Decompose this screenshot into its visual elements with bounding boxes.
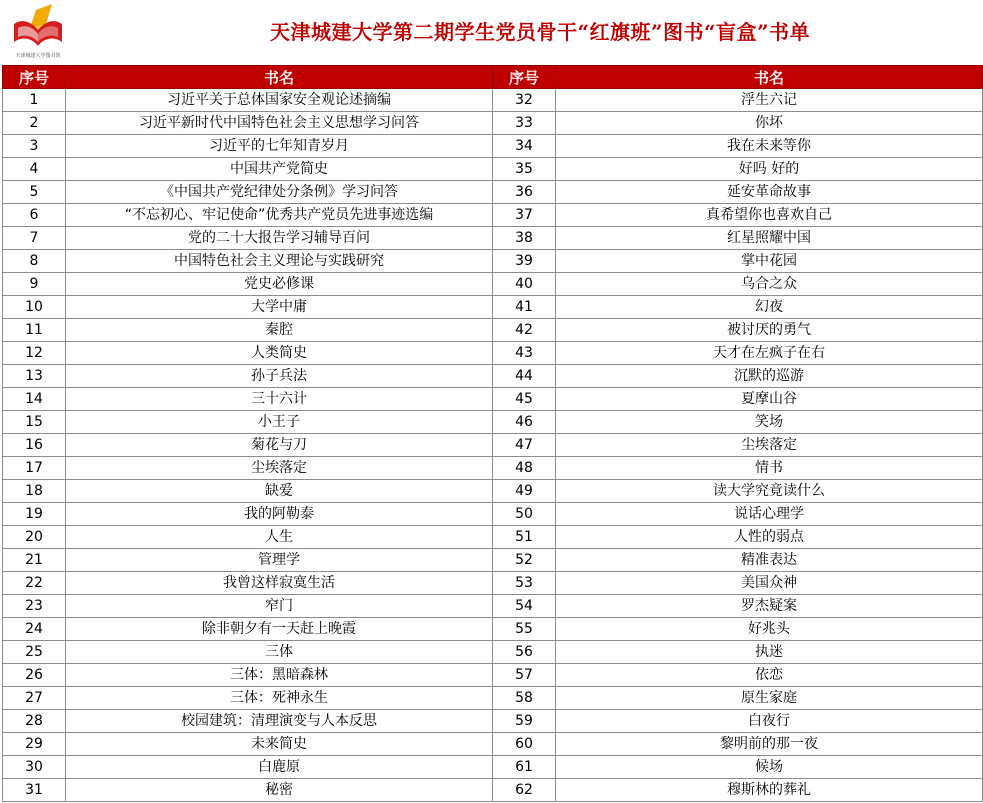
- book-title-cell: 我的阿勒泰: [66, 503, 493, 526]
- book-number-cell: 50: [493, 503, 556, 526]
- book-number-cell: 38: [493, 227, 556, 250]
- table-row: [3, 480, 983, 503]
- table-row: [3, 227, 983, 250]
- book-title-cell: 我在未来等你: [556, 135, 983, 158]
- book-number-cell: 37: [493, 204, 556, 227]
- book-title-cell: 黎明前的那一夜: [556, 733, 983, 756]
- book-title-cell: 习近平关于总体国家安全观论述摘编: [66, 89, 493, 112]
- book-number-cell: 62: [493, 779, 556, 802]
- column-header-number: 序号: [3, 66, 66, 89]
- book-number-cell: 32: [493, 89, 556, 112]
- book-number-cell: 40: [493, 273, 556, 296]
- table-row: [3, 388, 983, 411]
- book-title-cell: 孙子兵法: [66, 365, 493, 388]
- book-title-cell: 穆斯林的葬礼: [556, 779, 983, 802]
- column-header-title: 书名: [556, 66, 983, 89]
- book-title-cell: 好兆头: [556, 618, 983, 641]
- book-title-cell: 三体：死神永生: [66, 687, 493, 710]
- book-title-cell: 真希望你也喜欢自己: [556, 204, 983, 227]
- table-row: [3, 779, 983, 802]
- table-row: [3, 618, 983, 641]
- table-row: [3, 457, 983, 480]
- book-number-cell: 26: [3, 664, 66, 687]
- book-number-cell: 56: [493, 641, 556, 664]
- book-title-cell: 白夜行: [556, 710, 983, 733]
- table-row: [3, 411, 983, 434]
- book-number-cell: 20: [3, 526, 66, 549]
- book-title-cell: 三体：黑暗森林: [66, 664, 493, 687]
- book-number-cell: 59: [493, 710, 556, 733]
- book-number-cell: 31: [3, 779, 66, 802]
- book-title-cell: 秘密: [66, 779, 493, 802]
- book-title-cell: 你坏: [556, 112, 983, 135]
- book-title-cell: 夏摩山谷: [556, 388, 983, 411]
- book-title-cell: 中国特色社会主义理论与实践研究: [66, 250, 493, 273]
- book-number-cell: 55: [493, 618, 556, 641]
- page-header: [0, 0, 983, 64]
- book-title-cell: 精准表达: [556, 549, 983, 572]
- book-title-cell: 笑场: [556, 411, 983, 434]
- column-header-title: 书名: [66, 66, 493, 89]
- book-number-cell: 15: [3, 411, 66, 434]
- book-number-cell: 39: [493, 250, 556, 273]
- book-number-cell: 9: [3, 273, 66, 296]
- book-number-cell: 6: [3, 204, 66, 227]
- book-title-cell: 党的二十大报告学习辅导百问: [66, 227, 493, 250]
- book-number-cell: 5: [3, 181, 66, 204]
- table-row: [3, 503, 983, 526]
- book-number-cell: 29: [3, 733, 66, 756]
- book-number-cell: 33: [493, 112, 556, 135]
- book-title-cell: 尘埃落定: [556, 434, 983, 457]
- book-title-cell: 窄门: [66, 595, 493, 618]
- book-title-cell: 执迷: [556, 641, 983, 664]
- book-number-cell: 28: [3, 710, 66, 733]
- book-number-cell: 42: [493, 319, 556, 342]
- book-number-cell: 19: [3, 503, 66, 526]
- table-header-row: [3, 66, 983, 89]
- book-title-cell: 未来简史: [66, 733, 493, 756]
- column-header-number: 序号: [493, 66, 556, 89]
- table-row: [3, 641, 983, 664]
- book-number-cell: 61: [493, 756, 556, 779]
- book-number-cell: 30: [3, 756, 66, 779]
- table-row: [3, 595, 983, 618]
- table-row: [3, 135, 983, 158]
- table-row: [3, 273, 983, 296]
- book-title-cell: 秦腔: [66, 319, 493, 342]
- book-number-cell: 18: [3, 480, 66, 503]
- table-row: [3, 572, 983, 595]
- book-title-cell: 候场: [556, 756, 983, 779]
- logo-caption: 天津城建大学图书馆: [15, 53, 61, 59]
- book-title-cell: 人类简史: [66, 342, 493, 365]
- book-number-cell: 21: [3, 549, 66, 572]
- table-row: [3, 342, 983, 365]
- book-title-cell: 中国共产党简史: [66, 158, 493, 181]
- book-number-cell: 51: [493, 526, 556, 549]
- table-row: [3, 434, 983, 457]
- book-number-cell: 57: [493, 664, 556, 687]
- book-number-cell: 17: [3, 457, 66, 480]
- book-title-cell: 情书: [556, 457, 983, 480]
- book-title-cell: 掌中花园: [556, 250, 983, 273]
- book-number-cell: 36: [493, 181, 556, 204]
- book-title-cell: 红星照耀中国: [556, 227, 983, 250]
- book-title-cell: 乌合之众: [556, 273, 983, 296]
- book-title-cell: “不忘初心、牢记使命”优秀共产党员先进事迹选编: [66, 204, 493, 227]
- table-row: [3, 250, 983, 273]
- book-number-cell: 60: [493, 733, 556, 756]
- book-number-cell: 12: [3, 342, 66, 365]
- book-title-cell: 尘埃落定: [66, 457, 493, 480]
- book-number-cell: 35: [493, 158, 556, 181]
- book-number-cell: 45: [493, 388, 556, 411]
- book-number-cell: 11: [3, 319, 66, 342]
- book-title-cell: 原生家庭: [556, 687, 983, 710]
- book-number-cell: 4: [3, 158, 66, 181]
- table-row: [3, 112, 983, 135]
- table-row: [3, 526, 983, 549]
- book-number-cell: 34: [493, 135, 556, 158]
- book-title-cell: 习近平新时代中国特色社会主义思想学习问答: [66, 112, 493, 135]
- book-number-cell: 1: [3, 89, 66, 112]
- book-number-cell: 47: [493, 434, 556, 457]
- book-number-cell: 41: [493, 296, 556, 319]
- book-title-cell: 罗杰疑案: [556, 595, 983, 618]
- table-row: [3, 89, 983, 112]
- book-number-cell: 24: [3, 618, 66, 641]
- page-title: 天津城建大学第二期学生党员骨干“红旗班”图书“盲盒”书单: [269, 20, 810, 44]
- book-list-table: [2, 65, 983, 802]
- book-title-cell: 《中国共产党纪律处分条例》学习问答: [66, 181, 493, 204]
- book-number-cell: 52: [493, 549, 556, 572]
- book-title-cell: 小王子: [66, 411, 493, 434]
- book-number-cell: 10: [3, 296, 66, 319]
- book-number-cell: 27: [3, 687, 66, 710]
- book-title-cell: 校园建筑：清理演变与人本反思: [66, 710, 493, 733]
- book-number-cell: 7: [3, 227, 66, 250]
- book-number-cell: 16: [3, 434, 66, 457]
- table-row: [3, 365, 983, 388]
- book-title-cell: 美国众神: [556, 572, 983, 595]
- table-row: [3, 549, 983, 572]
- table-row: [3, 710, 983, 733]
- book-number-cell: 53: [493, 572, 556, 595]
- table-row: [3, 756, 983, 779]
- book-title-cell: 三十六计: [66, 388, 493, 411]
- table-row: [3, 181, 983, 204]
- book-number-cell: 58: [493, 687, 556, 710]
- book-title-cell: 人生: [66, 526, 493, 549]
- table-row: [3, 296, 983, 319]
- book-title-cell: 沉默的巡游: [556, 365, 983, 388]
- book-title-cell: 浮生六记: [556, 89, 983, 112]
- book-number-cell: 54: [493, 595, 556, 618]
- book-title-cell: 除非朝夕有一天赶上晚霞: [66, 618, 493, 641]
- table-row: [3, 204, 983, 227]
- book-title-cell: 三体: [66, 641, 493, 664]
- table-row: [3, 687, 983, 710]
- book-number-cell: 23: [3, 595, 66, 618]
- table-row: [3, 158, 983, 181]
- book-number-cell: 46: [493, 411, 556, 434]
- book-number-cell: 49: [493, 480, 556, 503]
- book-title-cell: 天才在左疯子在右: [556, 342, 983, 365]
- book-title-cell: 幻夜: [556, 296, 983, 319]
- book-title-cell: 大学中庸: [66, 296, 493, 319]
- book-number-cell: 8: [3, 250, 66, 273]
- table-row: [3, 733, 983, 756]
- book-title-cell: 习近平的七年知青岁月: [66, 135, 493, 158]
- book-title-cell: 延安革命故事: [556, 181, 983, 204]
- table-row: [3, 319, 983, 342]
- book-title-cell: 被讨厌的勇气: [556, 319, 983, 342]
- book-title-cell: 读大学究竟读什么: [556, 480, 983, 503]
- book-title-cell: 白鹿原: [66, 756, 493, 779]
- book-number-cell: 48: [493, 457, 556, 480]
- book-title-cell: 依恋: [556, 664, 983, 687]
- book-title-cell: 好吗 好的: [556, 158, 983, 181]
- book-title-cell: 菊花与刀: [66, 434, 493, 457]
- book-number-cell: 2: [3, 112, 66, 135]
- book-title-cell: 党史必修课: [66, 273, 493, 296]
- book-number-cell: 43: [493, 342, 556, 365]
- book-number-cell: 3: [3, 135, 66, 158]
- book-title-cell: 人性的弱点: [556, 526, 983, 549]
- book-number-cell: 22: [3, 572, 66, 595]
- book-number-cell: 44: [493, 365, 556, 388]
- book-number-cell: 25: [3, 641, 66, 664]
- book-number-cell: 14: [3, 388, 66, 411]
- book-title-cell: 我曾这样寂寞生活: [66, 572, 493, 595]
- book-number-cell: 13: [3, 365, 66, 388]
- table-row: [3, 664, 983, 687]
- book-title-cell: 管理学: [66, 549, 493, 572]
- book-title-cell: 缺爱: [66, 480, 493, 503]
- book-title-cell: 说话心理学: [556, 503, 983, 526]
